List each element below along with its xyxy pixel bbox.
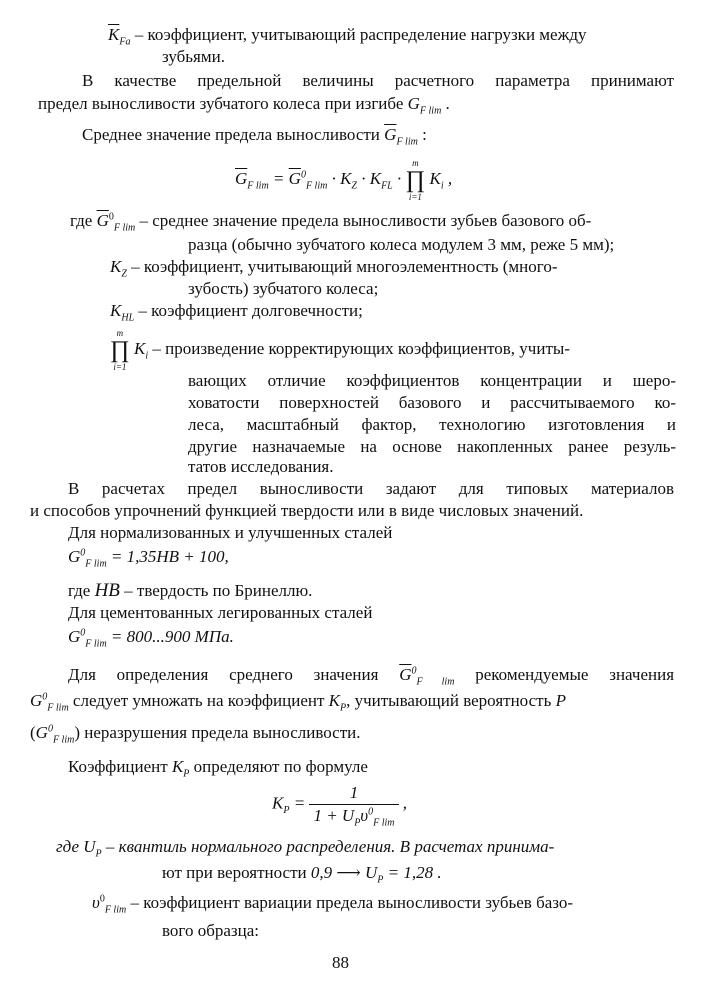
text-line: зубьями. <box>162 47 225 66</box>
symbol-p: P <box>555 691 566 710</box>
text-line: В расчетах предел выносливости задают для типовых материалов <box>68 479 674 498</box>
text-line: вающих отличие коэффициентов концентрации и шеро- <box>188 371 676 390</box>
text-line: В качестве предельной величины расчетного параметра принимают <box>82 71 674 90</box>
text-line: ют при вероятности 0,9 ⟶ $U_P = 1,28$ . <box>162 863 442 886</box>
text: где <box>70 211 93 230</box>
text: следует умножать на коэффициент <box>72 691 325 710</box>
text: Для определения среднего значения <box>68 665 379 684</box>
text: где <box>56 837 79 856</box>
subscript: F lim <box>396 136 418 148</box>
text-line: Среднее значение предела выносливости $\overline{G}_{F lim}$ : <box>82 125 427 148</box>
text-line: ховатости поверхностей базового и рассчитываемого ко- <box>188 393 676 412</box>
subscript: HL <box>121 312 135 324</box>
text-line: Для нормализованных и улучшенных сталей <box>68 523 393 542</box>
text-line: $G^0_{F lim}$ следует умножать на коэффициент $K_P$, учитывающий вероятность P <box>30 691 566 714</box>
unit: МПа. <box>194 627 234 646</box>
text: – произведение корректирующих коэффициентов, учиты- <box>152 338 570 358</box>
text-line: $(G^0_{F lim})$ неразрушения предела выносливости. <box>30 723 361 746</box>
fraction <box>309 782 398 827</box>
text: , учитывающий вероятность <box>346 691 552 710</box>
text-line <box>68 580 312 602</box>
subscript: F lim <box>104 904 127 916</box>
text: – коэффициент вариации предела выносливости зубьев базо- <box>130 893 574 912</box>
product-symbol: m ∏ i=1 <box>110 328 130 372</box>
text: где <box>68 581 91 600</box>
numerator: 1 <box>309 782 398 805</box>
subscript: P <box>340 702 347 714</box>
text: Коэффициент <box>68 757 168 776</box>
value: 0,9 <box>310 863 333 882</box>
symbol-khl: K <box>110 301 122 320</box>
text-line <box>108 24 678 46</box>
text: Среднее значение предела выносливости <box>82 125 380 144</box>
text-line: предел выносливости зубчатого колеса при изгибе $G_{F lim}$ . <box>38 94 450 117</box>
formula-kp: $K_P$ = $\frac{1}{1 + U_P\upsilon^0_{F lim}}$ , <box>272 783 407 829</box>
symbol-g: $\overline{G}$ <box>384 125 397 144</box>
symbol-g: G <box>407 94 420 113</box>
subscript: Fa <box>119 36 131 48</box>
denominator: $1 + U_P\upsilon^0_{F lim}$ <box>313 806 395 829</box>
subscript: F lim <box>419 105 442 117</box>
text-line <box>110 256 676 278</box>
text: – коэффициент, учитывающий распределение нагрузки между <box>134 25 587 44</box>
text-line <box>110 328 676 372</box>
text: ) неразрушения предела выносливости. <box>74 723 361 742</box>
text-line <box>70 210 676 232</box>
text-line: и способов упрочнений функцией твердости или в виде числовых значений. <box>30 501 584 520</box>
text-line: татов исследования. <box>188 457 334 476</box>
text-line <box>92 892 676 914</box>
superscript: 0 <box>99 893 105 905</box>
text-line: зубость) зубчатого колеса; <box>188 279 379 298</box>
text-line: Для цементованных легированных сталей <box>68 603 373 622</box>
text: – среднее значение предела выносливости зубьев базового об- <box>139 211 592 230</box>
symbol-ki: K <box>134 338 146 358</box>
formula-carburized-steel: $G^0_{F lim} = 800...900$ МПа. <box>68 627 234 650</box>
symbol-up: U <box>83 837 96 856</box>
symbol-k-fa: $\overline{K}$ <box>108 25 120 44</box>
superscript: 0 <box>108 211 114 223</box>
text-line: Для определения среднего значения $\overline{G}^0_{F lim}$ рекомендуемые значения <box>68 665 675 688</box>
text: – коэффициент долговечности; <box>138 301 363 320</box>
text-line: разца (обычно зубчатого колеса модулем 3 мм, реже 5 мм); <box>188 235 615 254</box>
symbol-g0: $\overline{G}$ <box>96 211 109 230</box>
text-line <box>56 836 676 858</box>
text: определяют по формуле <box>193 757 368 776</box>
text: – твердость по Бринеллю. <box>124 581 313 600</box>
formula-rhs: = 1,35HB + 100, <box>110 547 229 566</box>
symbol-hb: HB <box>94 580 120 601</box>
formula-rhs: = 800...900 <box>110 627 191 646</box>
text: рекомендуемые значения <box>475 665 675 684</box>
text: ют при вероятности <box>162 863 307 882</box>
text-line: другие назначаемые на основе накопленных ранее резуль- <box>188 437 676 456</box>
page-number: 88 <box>332 953 349 972</box>
value: = 1,28 . <box>387 863 442 882</box>
text-line: вого образца: <box>162 921 259 940</box>
subscript: Z <box>121 268 127 280</box>
text: – коэффициент, учитывающий многоэлементность (много- <box>131 257 558 276</box>
subscript: P <box>95 848 102 860</box>
text-line: Коэффициент $K_P$ определяют по формуле <box>68 757 368 780</box>
subscript: i <box>145 350 149 362</box>
text-line <box>110 300 363 322</box>
symbol-upsilon: υ <box>92 893 100 912</box>
product-symbol: m ∏ i=1 <box>405 158 426 202</box>
symbol-kz: K <box>110 257 122 276</box>
symbol-kp: K <box>328 691 340 710</box>
text: – квантиль нормального распределения. В расчетах принима- <box>105 837 555 856</box>
formula-normalized-steel: $G^0_{F lim} = 1,35HB + 100$, <box>68 547 229 570</box>
text-line: леса, масштабный фактор, технологию изготовления и <box>188 415 676 434</box>
text: предел выносливости зубчатого колеса при изгибе <box>38 94 404 113</box>
subscript: F lim <box>113 222 136 234</box>
formula-mean-limit: $\overline{G}_{F lim} = \overline{G}^0_{F lim} \cdot K_Z \cdot K_{FL}$ · m ∏ i=1 $K_i$ , <box>235 158 453 202</box>
